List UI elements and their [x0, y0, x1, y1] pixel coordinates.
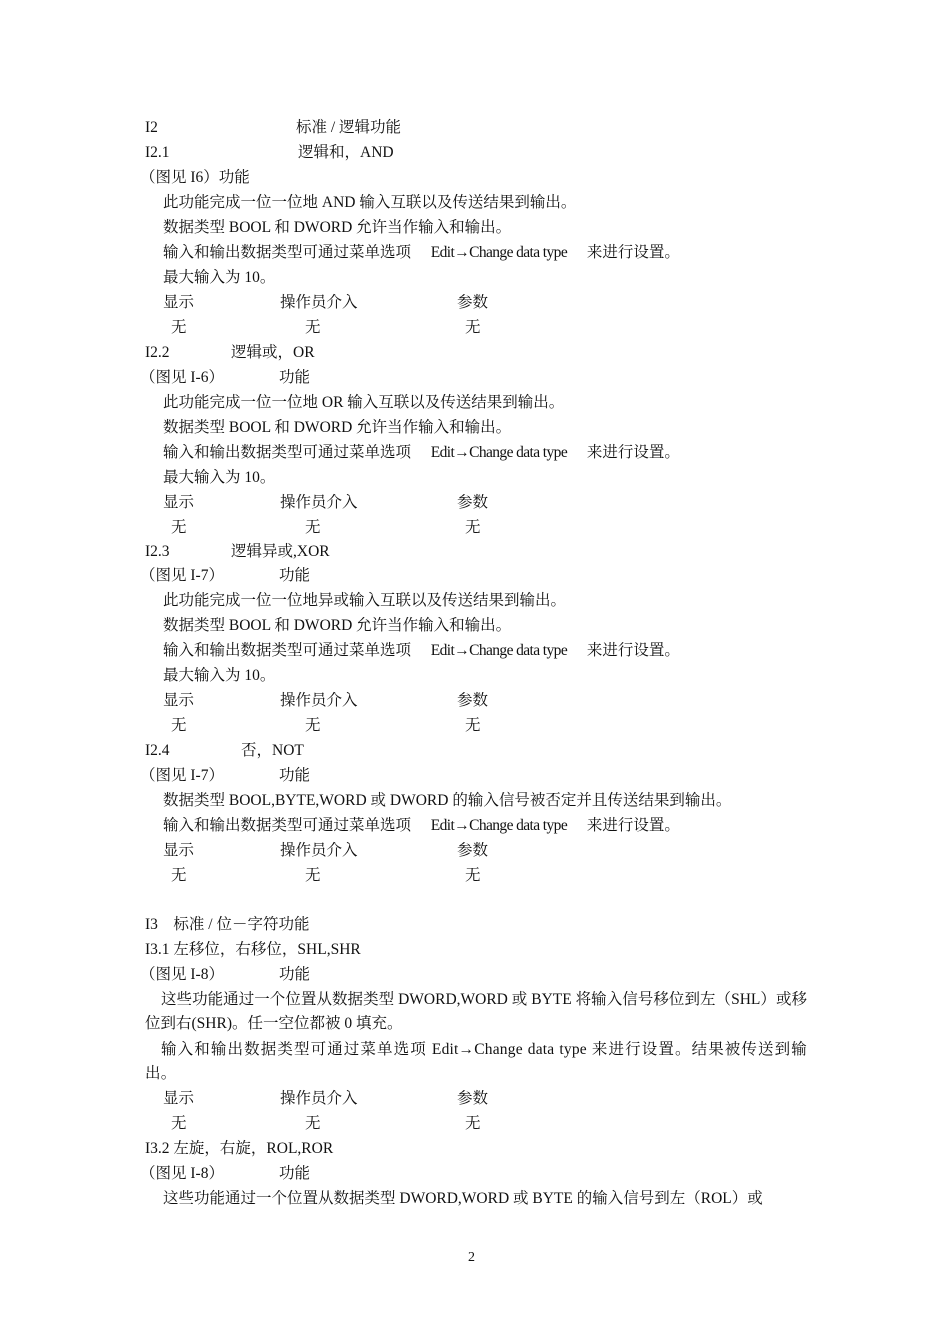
table-cell: 无: [305, 717, 321, 734]
menu-path: Edit→Change data type: [430, 244, 568, 261]
paragraph-line: 数据类型 BOOL,BYTE,WORD 或 DWORD 的输入信号被否定并且传送结果到输出。: [163, 792, 732, 809]
table-header-operator: 操作员介入: [280, 842, 358, 859]
table-cell: 无: [465, 319, 481, 336]
table-cell: 无: [171, 717, 187, 734]
paragraph-text: 输入和输出数据类型可通过菜单选项: [163, 642, 412, 659]
table-cell: 无: [171, 319, 187, 336]
menu-path: Edit→Change data type: [430, 444, 568, 461]
figure-ref-i2-4: （图见 I-7）: [140, 767, 224, 784]
table-cell: 无: [465, 717, 481, 734]
table-header-operator: 操作员介入: [280, 692, 358, 709]
figure-ref-label: 功能: [279, 369, 311, 386]
section-title-i2: 标准 / 逻辑功能: [296, 119, 402, 136]
table-header-parameter: 参数: [457, 692, 489, 709]
table-cell: 无: [465, 519, 481, 536]
paragraph-line: [163, 443, 680, 463]
table-header-operator: 操作员介入: [280, 294, 358, 311]
paragraph-line: [163, 243, 680, 263]
table-header-parameter: 参数: [457, 494, 489, 511]
figure-ref-label: 功能: [279, 767, 311, 784]
table-cell: 无: [171, 1115, 187, 1132]
figure-ref-label: 功能: [279, 567, 311, 584]
section-title-i2-1: 逻辑和，AND: [298, 144, 394, 161]
page-number: 2: [468, 1250, 475, 1265]
table-cell: 无: [305, 519, 321, 536]
table-cell: 无: [305, 867, 321, 884]
table-header-parameter: 参数: [457, 1090, 489, 1107]
paragraph-line: 最大输入为 10。: [163, 269, 276, 286]
menu-suffix: 来进行设置。: [586, 817, 680, 834]
table-header-parameter: 参数: [457, 842, 489, 859]
table-header-operator: 操作员介入: [280, 494, 358, 511]
figure-ref-i2-1: （图见 I6）功能: [140, 169, 250, 186]
table-header-display: 显示: [163, 294, 195, 311]
table-header-display: 显示: [163, 692, 195, 709]
paragraph-text: 输入和输出数据类型可通过菜单选项: [163, 817, 412, 834]
table-header-display: 显示: [163, 842, 195, 859]
menu-suffix: 来进行设置。: [586, 642, 680, 659]
paragraph-line: 数据类型 BOOL 和 DWORD 允许当作输入和输出。: [163, 219, 512, 236]
paragraph-line: 此功能完成一位一位地 OR 输入互联以及传送结果到输出。: [163, 394, 565, 411]
paragraph-line: 这些功能通过一个位置从数据类型 DWORD,WORD 或 BYTE 的输入信号到左（ROL）或: [163, 1190, 763, 1207]
figure-ref-label: 功能: [279, 966, 311, 983]
table-cell: 无: [305, 1115, 321, 1132]
table-cell: 无: [171, 519, 187, 536]
paragraph-text: 输入和输出数据类型可通过菜单选项: [163, 244, 412, 261]
paragraph-line: 数据类型 BOOL 和 DWORD 允许当作输入和输出。: [163, 617, 512, 634]
figure-ref-i3-1: （图见 I-8）: [140, 966, 224, 983]
table-header-display: 显示: [163, 494, 195, 511]
table-cell: 无: [305, 319, 321, 336]
menu-suffix: 来进行设置。: [586, 244, 680, 261]
table-header-operator: 操作员介入: [280, 1090, 358, 1107]
table-header-display: 显示: [163, 1090, 195, 1107]
section-title-i3: I3 标准 / 位－字符功能: [145, 916, 310, 933]
table-cell: 无: [465, 1115, 481, 1132]
table-cell: 无: [171, 867, 187, 884]
menu-suffix: 来进行设置。: [586, 444, 680, 461]
paragraph-shift-datatype: 输入和输出数据类型可通过菜单选项 Edit→Change data type 来进行设置。结果被传送到输出。: [145, 1041, 807, 1082]
section-number-i2-3: I2.3: [145, 543, 170, 560]
paragraph-text: 输入和输出数据类型可通过菜单选项: [163, 444, 412, 461]
figure-ref-i2-3: （图见 I-7）: [140, 567, 224, 584]
section-title-i3-2: I3.2 左旋，右旋，ROL,ROR: [145, 1140, 334, 1157]
table-cell: 无: [465, 867, 481, 884]
section-title-i2-2: 逻辑或，OR: [231, 344, 315, 361]
paragraph-line: [163, 641, 680, 661]
section-number-i2: I2: [145, 119, 158, 136]
menu-path: Edit→Change data type: [430, 817, 568, 834]
menu-path: Edit→Change data type: [430, 642, 568, 659]
section-number-i2-2: I2.2: [145, 344, 170, 361]
figure-ref-label: 功能: [279, 1165, 311, 1182]
figure-ref-i3-2: （图见 I-8）: [140, 1165, 224, 1182]
section-number-i2-1: I2.1: [145, 144, 170, 161]
paragraph-shift: 这些功能通过一个位置从数据类型 DWORD,WORD 或 BYTE 将输入信号移位到左（SHL）或移位到右(SHR)。任一空位都被 0 填充。: [145, 991, 807, 1032]
paragraph-line: 数据类型 BOOL 和 DWORD 允许当作输入和输出。: [163, 419, 512, 436]
paragraph-line: 最大输入为 10。: [163, 667, 276, 684]
paragraph-line: [163, 816, 680, 836]
figure-ref-i2-2: （图见 I-6）: [140, 369, 224, 386]
section-title-i2-4: 否，NOT: [241, 742, 304, 759]
table-header-parameter: 参数: [457, 294, 489, 311]
paragraph-line: 此功能完成一位一位地异或输入互联以及传送结果到输出。: [163, 592, 567, 609]
section-title-i3-1: I3.1 左移位，右移位，SHL,SHR: [145, 941, 361, 958]
paragraph-line: 此功能完成一位一位地 AND 输入互联以及传送结果到输出。: [163, 194, 577, 211]
section-number-i2-4: I2.4: [145, 742, 170, 759]
paragraph-line: 最大输入为 10。: [163, 469, 276, 486]
section-title-i2-3: 逻辑异或,XOR: [231, 543, 330, 560]
